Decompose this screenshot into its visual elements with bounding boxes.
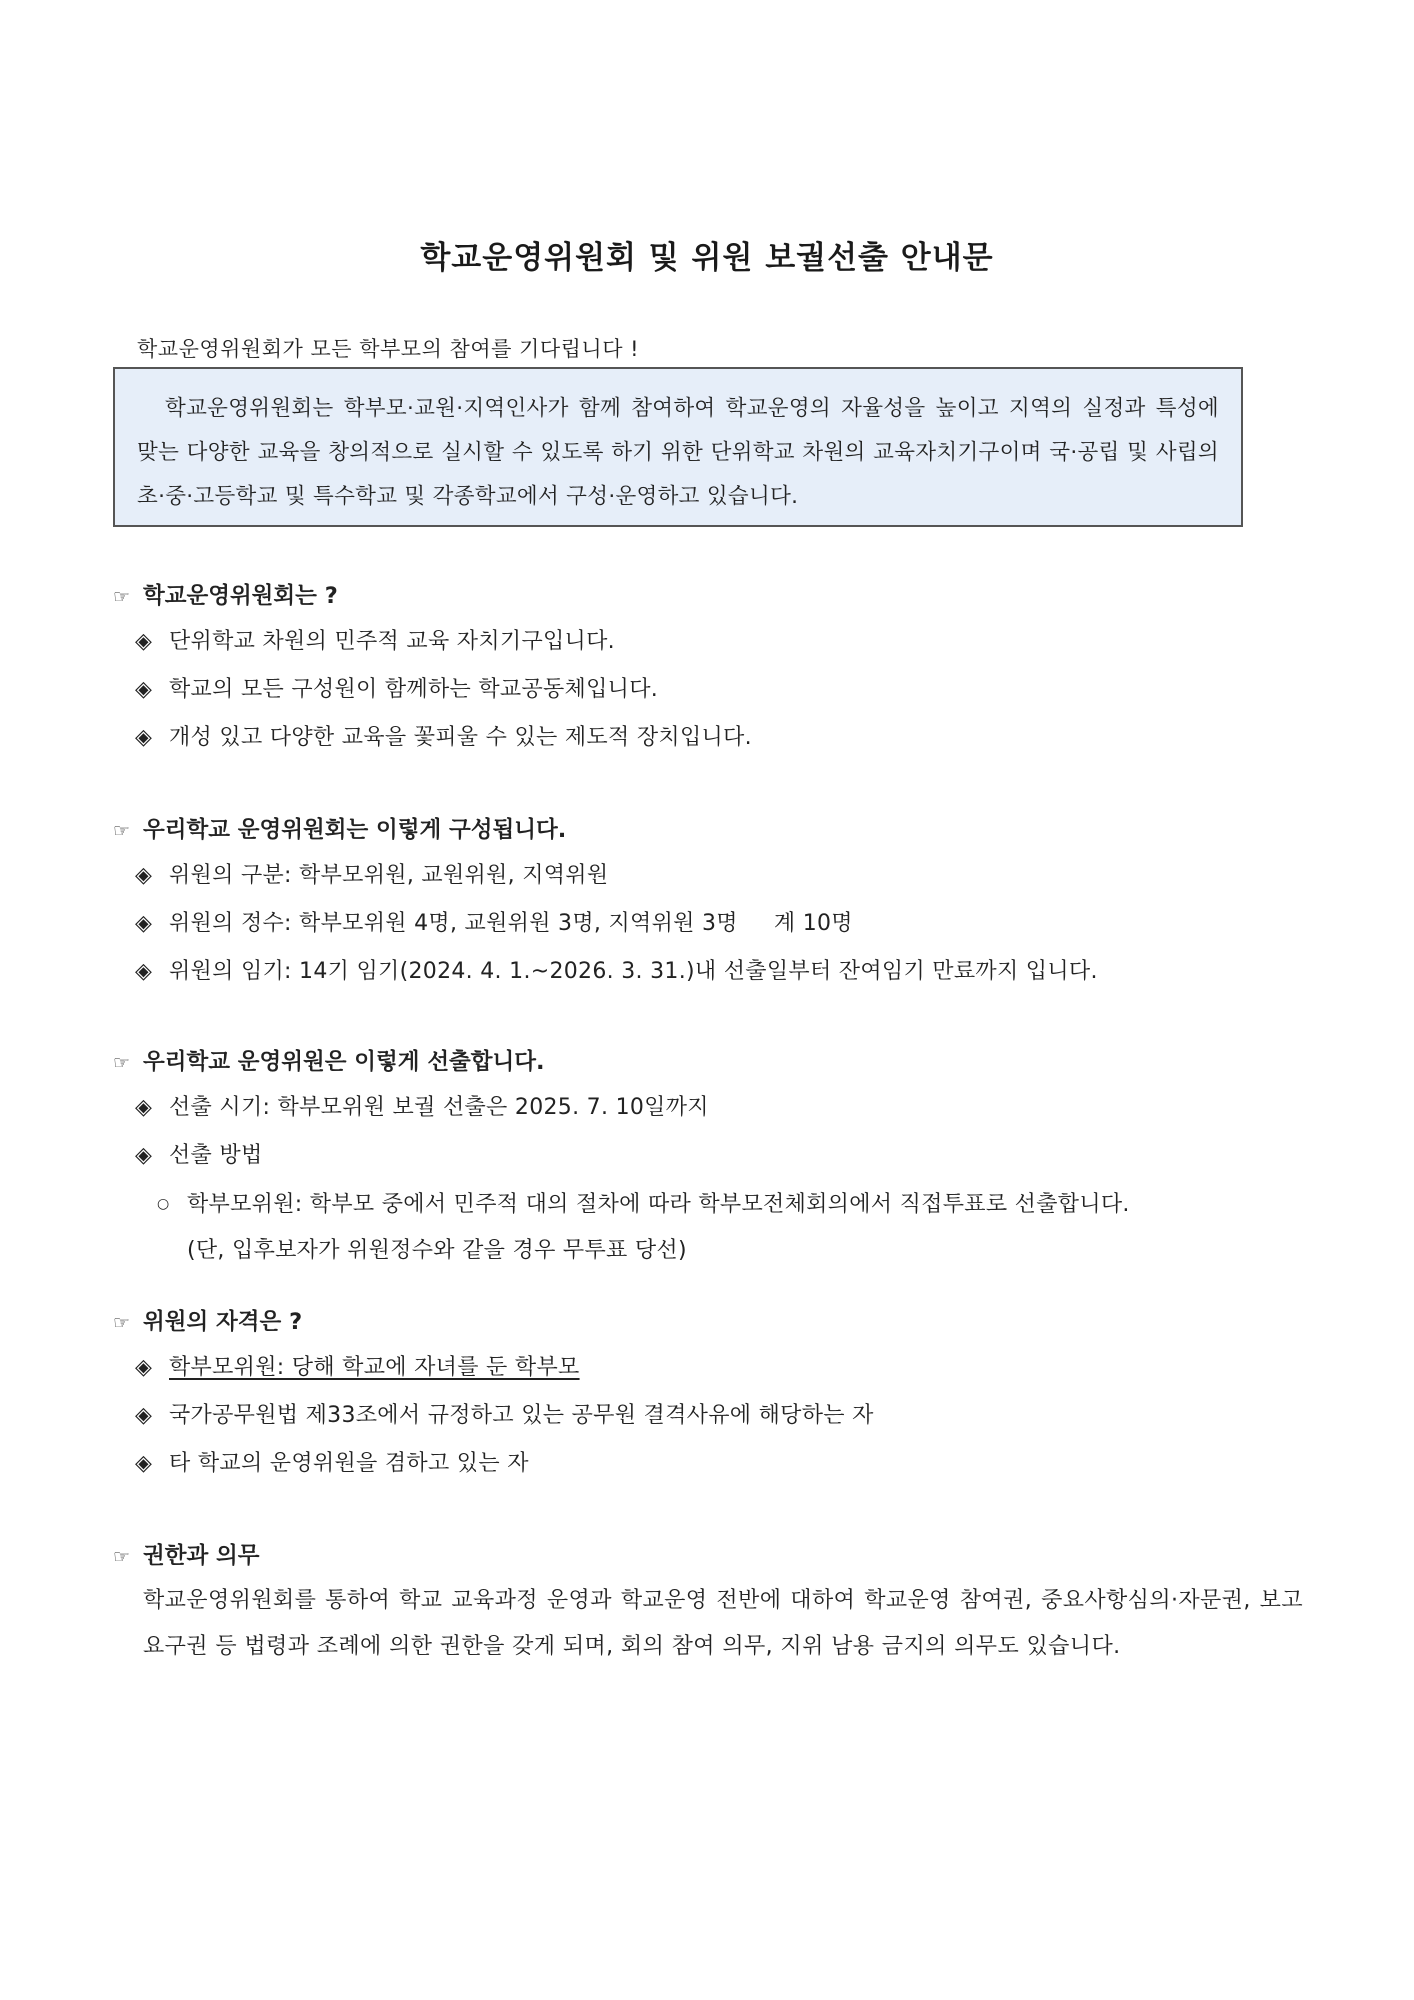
list-item [113,1344,1313,1392]
section-heading [113,1300,1313,1344]
list-item-text: 타 학교의 운영위원을 겸하고 있는 자 [169,1451,529,1476]
diamond-bullet-icon: ◈ [135,959,153,984]
list-item-text: 학부모위원: 당해 학교에 자녀를 둔 학부모 [169,1355,580,1380]
section-heading [113,574,1313,618]
pointing-hand-icon: ☞ [113,1052,131,1074]
sub-list-item [113,1180,1313,1229]
list-item [113,948,1313,996]
diamond-bullet-icon: ◈ [135,629,153,654]
list-item [113,666,1313,714]
section-heading-text: 권한과 의무 [143,1543,260,1569]
diamond-bullet-icon: ◈ [135,911,153,936]
section-heading-text: 위원의 자격은 ? [143,1309,303,1335]
diamond-bullet-icon: ◈ [135,1095,153,1120]
list-item-text: 개성 있고 다양한 교육을 꽃피울 수 있는 제도적 장치입니다. [169,725,752,750]
list-item-text: 위원의 정수: 학부모위원 4명, 교원위원 3명, 지역위원 3명 [169,911,738,936]
list-item [113,1440,1313,1488]
section-qualification [113,1300,1313,1488]
list-item-text: 선출 방법 [169,1143,263,1168]
section-heading-text: 우리학교 운영위원회는 이렇게 구성됩니다. [143,817,567,843]
sub-list-item-text: 학부모위원: 학부모 중에서 민주적 대의 절차에 따라 학부모전체회의에서 직접투표로 선출합니다. [187,1192,1130,1217]
section-heading [113,808,1313,852]
section-composition [113,808,1313,996]
diamond-bullet-icon: ◈ [135,725,153,750]
section-what-is-committee [113,574,1313,762]
section-election [113,1040,1313,1273]
diamond-bullet-icon: ◈ [135,1403,153,1428]
pointing-hand-icon: ☞ [113,1546,131,1568]
list-item [113,1132,1313,1180]
list-item-text: 위원의 구분: 학부모위원, 교원위원, 지역위원 [169,863,609,888]
page-title: 학교운영위원회 및 위원 보궐선출 안내문 [420,240,994,276]
section-rights-duties [113,1534,1313,1670]
diamond-bullet-icon: ◈ [135,1451,153,1476]
list-item-text: 선출 시기: 학부모위원 보궐 선출은 2025. 7. 10일까지 [169,1095,709,1120]
list-item-text: 단위학교 차원의 민주적 교육 자치기구입니다. [169,629,615,654]
diamond-bullet-icon: ◈ [135,1143,153,1168]
section-heading-text: 학교운영위원회는 ? [143,583,338,609]
section-heading-text: 우리학교 운영위원은 이렇게 선출합니다. [143,1049,545,1075]
list-item [113,714,1313,762]
rights-paragraph: 학교운영위원회를 통하여 학교 교육과정 운영과 학교운영 전반에 대하여 학교운영 참여권, 중요사항심의·자문권, 보고 요구권 등 법령과 조례에 의한 권한을 갖게 되며, 회의 참여 의무, 지위 남용 금지의 의무도 있습니다. [143,1588,1303,1659]
intro-line: 학교운영위원회가 모든 학부모의 참여를 기다립니다 ! [137,337,640,361]
list-item [113,900,1313,948]
list-item-text: 학교의 모든 구성원이 함께하는 학교공동체입니다. [169,677,659,702]
list-item [113,1392,1313,1440]
diamond-bullet-icon: ◈ [135,677,153,702]
pointing-hand-icon: ☞ [113,820,131,842]
pointing-hand-icon: ☞ [113,586,131,608]
list-item [113,1084,1313,1132]
total-count: 계 10명 [773,911,853,936]
sub-note: (단, 입후보자가 위원정수와 같을 경우 무투표 당선) [187,1238,687,1263]
list-item-text: 위원의 임기: 14기 임기(2024. 4. 1.~2026. 3. 31.)내 선출일부터 잔여임기 만료까지 입니다. [169,959,1098,984]
list-item [113,852,1313,900]
list-item-text: 국가공무원법 제33조에서 규정하고 있는 공무원 결격사유에 해당하는 자 [169,1403,874,1428]
section-heading [113,1534,1313,1578]
intro-box: 학교운영위원회는 학부모·교원·지역인사가 함께 참여하여 학교운영의 자율성을 높이고 지역의 실정과 특성에 맞는 다양한 교육을 창의적으로 실시할 수 있도록 하기 위한 단위학교 차원의 교육자치기구이며 국·공립 및 사립의 초·중·고등학교 및 특수학교 및 각종학교에서 구성·운영하고 있습니다. [113,367,1243,527]
diamond-bullet-icon: ◈ [135,863,153,888]
section-heading [113,1040,1313,1084]
diamond-bullet-icon: ◈ [135,1355,153,1380]
pointing-hand-icon: ☞ [113,1312,131,1334]
circle-bullet-icon: ○ [157,1196,170,1212]
list-item [113,618,1313,666]
